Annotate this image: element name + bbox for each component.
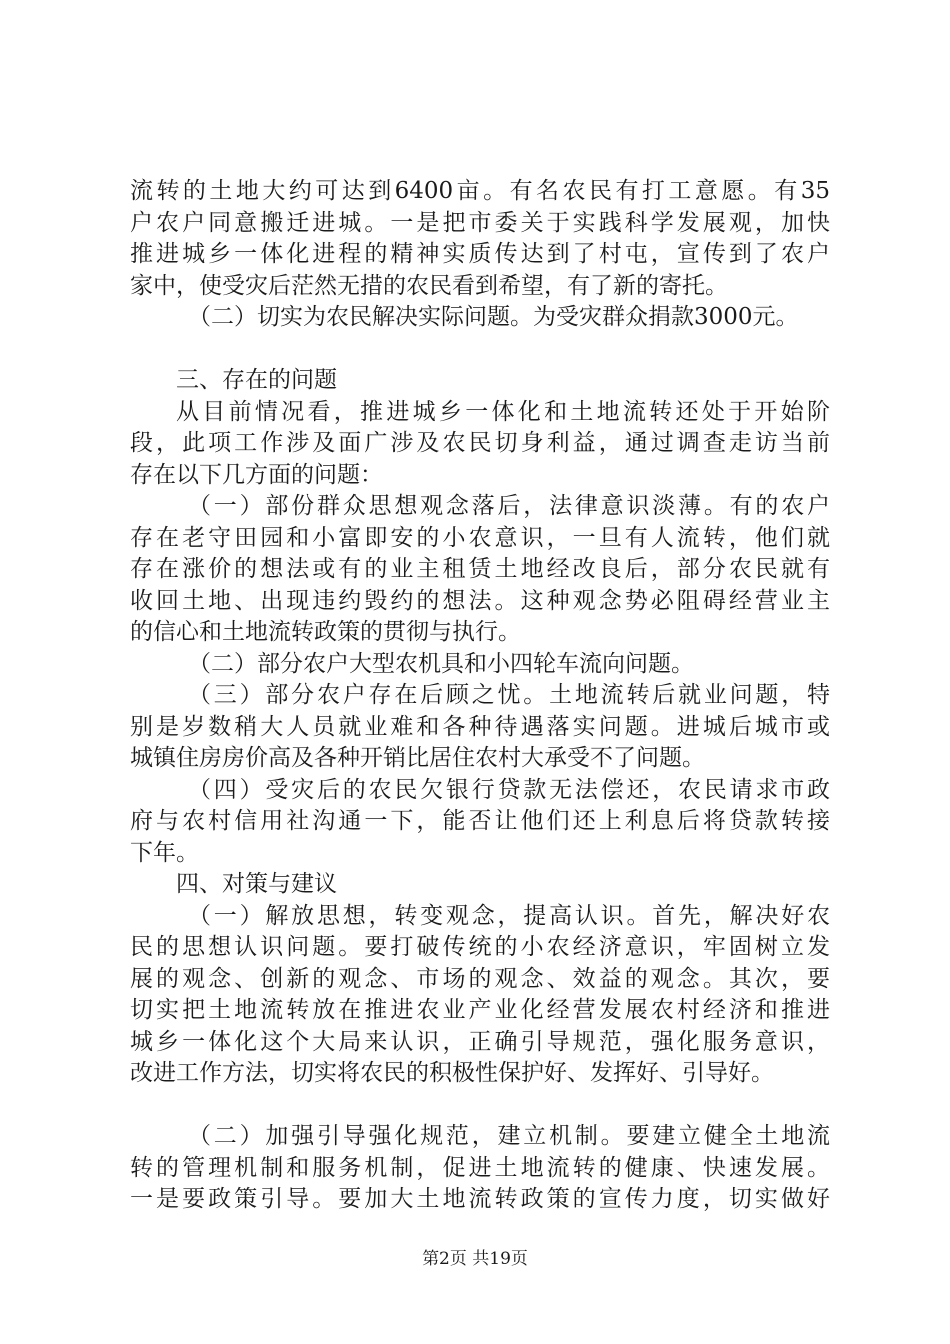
text-line: 存在涨价的想法或有的业主租赁土地经改良后，部分农民就有 [130,556,830,582]
paragraph-line: （三）部分农户存在后顾之忧。土地流转后就业问题，特 [188,682,830,708]
paragraph-line: （二）加强引导强化规范，建立机制。要建立健全土地流 [188,1123,830,1149]
text-line: 家中，使受灾后茫然无措的农民看到希望，有了新的寄托。 [130,272,728,299]
paragraph-line: （一）部份群众思想观念落后，法律意识淡薄。有的农户 [188,493,830,519]
document-body [130,176,830,1216]
page-number-footer: 第2页 共19页 [422,1249,528,1269]
text-line: 存在以下几方面的问题： [130,461,383,488]
text-line: 别是岁数稍大人员就业难和各种待遇落实问题。进城后城市或 [130,713,830,740]
section-heading: 四、对策与建议 [176,871,337,897]
paragraph-line: （二）部分农户大型农机具和小四轮车流向问题。 [188,650,694,677]
paragraph-gap [130,1090,830,1122]
text-line: 府与农村信用社沟通一下，能否让他们还上利息后将贷款转接 [130,808,830,834]
text-line: 下年。 [130,839,199,866]
text-line: 存在老守田园和小富即安的小农意识，一旦有人流转，他们就 [130,524,830,551]
paragraph-gap [130,334,830,366]
text-line: 切实把土地流转放在推进农业产业化经营发展农村经济和推进 [130,997,830,1023]
text-line: 城镇住房房价高及各种开销比居住农村大承受不了问题。 [130,745,705,771]
text-line: 流转的土地大约可达到6400亩。有名农民有打工意愿。有35 [130,178,830,204]
paragraph-line: （一）解放思想，转变观念，提高认识。首先，解决好农 [188,902,830,929]
text-line: 收回土地、出现违约毁约的想法。这种观念势必阻碍经营业主 [130,587,830,614]
text-line: 改进工作方法，切实将农民的积极性保护好、发挥好、引导好。 [130,1060,774,1086]
text-line: 民的思想认识问题。要打破传统的小农经济意识，牢固树立发 [130,934,830,960]
text-line: 的信心和土地流转政策的贯彻与执行。 [130,619,521,645]
paragraph-line: 从目前情况看，推进城乡一体化和土地流转还处于开始阶 [176,398,830,425]
text-line: 段，此项工作涉及面广涉及农民切身利益，通过调查走访当前 [130,430,830,456]
paragraph-line: （四）受灾后的农民欠银行贷款无法偿还，农民请求市政 [188,776,830,803]
text-line: 一是要政策引导。要加大土地流转政策的宣传力度，切实做好 [130,1186,830,1212]
text-line: 展的观念、创新的观念、市场的观念、效益的观念。其次，要 [130,965,830,992]
section-heading: 三、存在的问题 [176,367,337,393]
text-line: 转的管理机制和服务机制，促进土地流转的健康、快速发展。 [130,1154,830,1181]
text-line: 推进城乡一体化进程的精神实质传达到了村屯，宣传到了农户 [130,241,830,267]
text-line: 户农户同意搬迁进城。一是把市委关于实践科学发展观，加快 [130,209,830,236]
paragraph-line: （二）切实为农民解决实际问题。为受灾群众捐款3000元。 [188,304,799,330]
text-line: 城乡一体化这个大局来认识，正确引导规范，强化服务意识， [130,1028,830,1055]
